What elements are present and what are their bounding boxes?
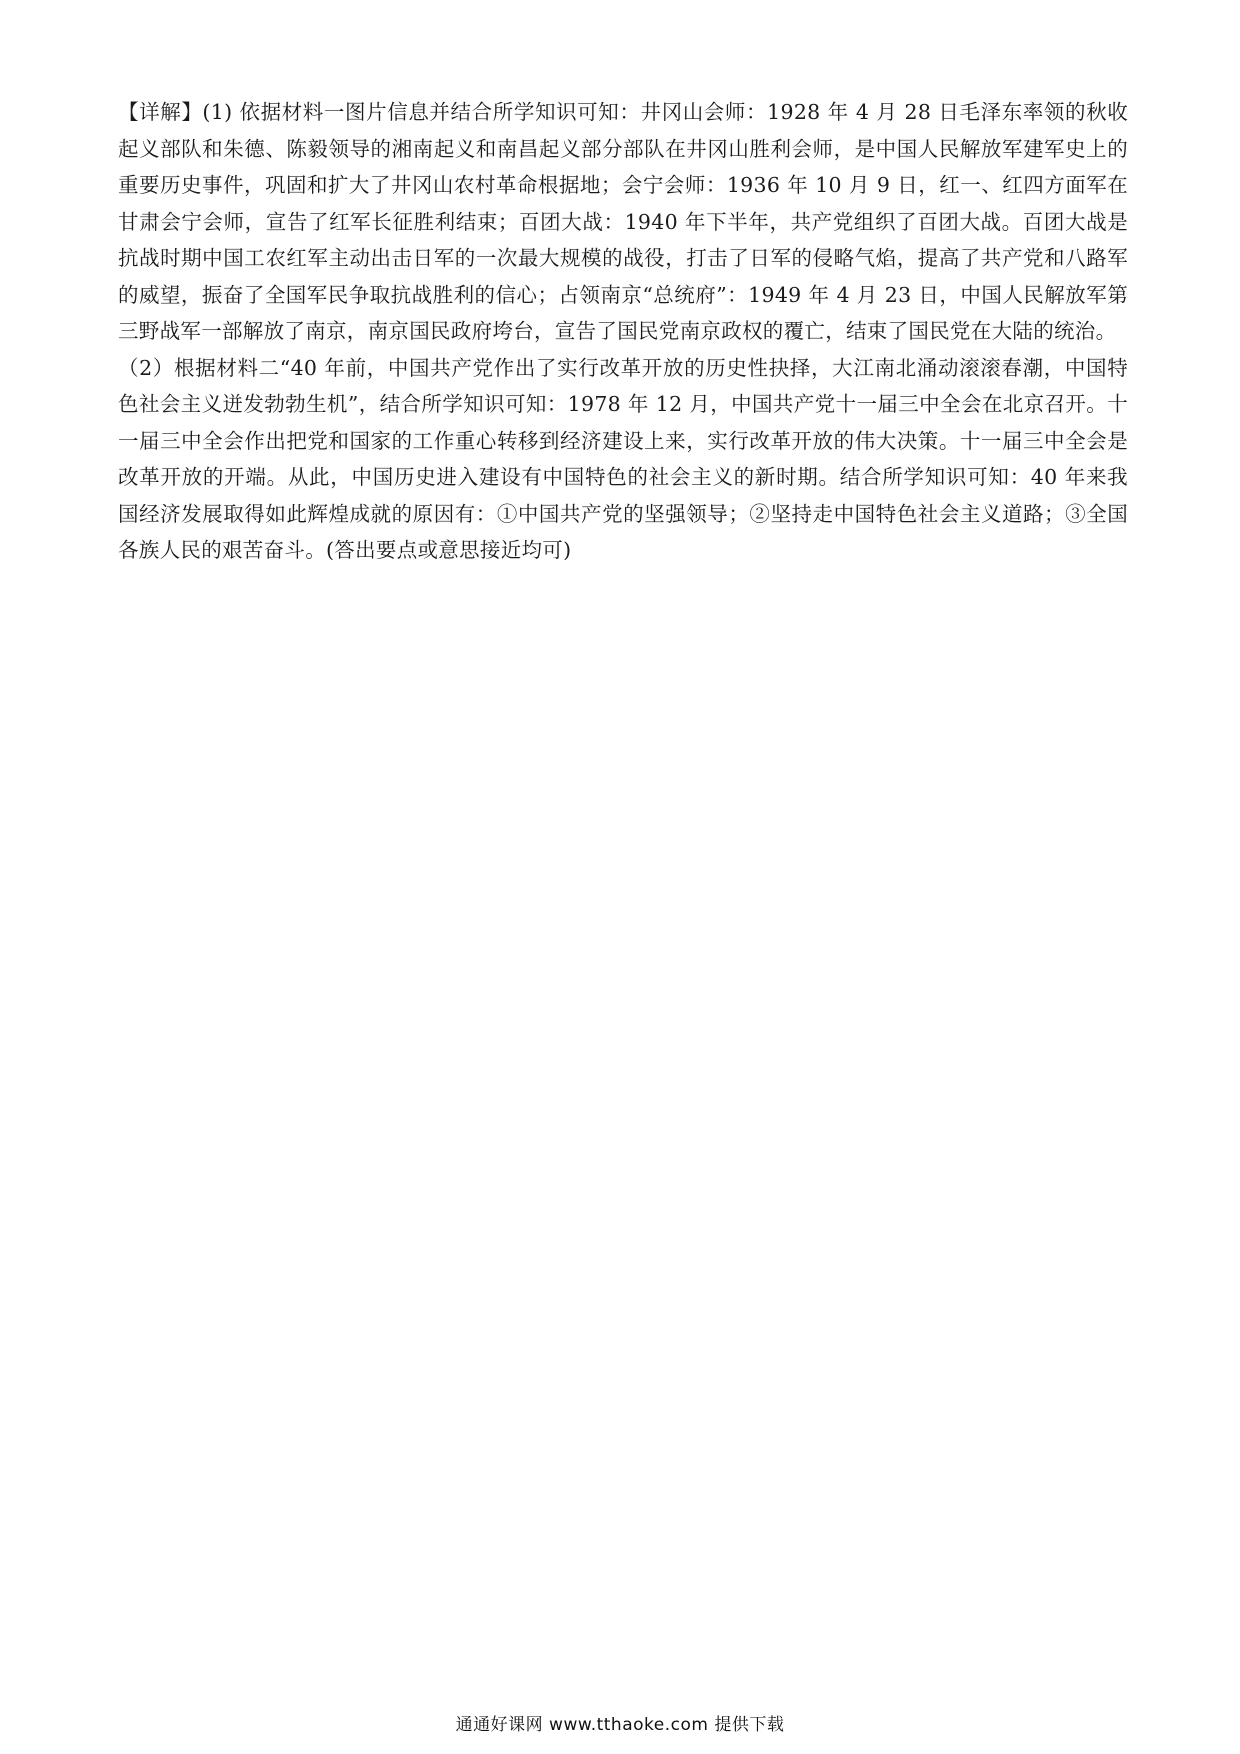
answer-paragraph-1: 【详解】(1) 依据材料一图片信息并结合所学知识可知：井冈山会师：1928 年 4 月 28 日毛泽东率领的秋收起义部队和朱德、陈毅领导的湘南起义和南昌起义部分部队在井冈山胜利会师，是中国人民解放军建军史上的重要历史事件，巩固和扩大了井冈山农村革命根据地；会宁会师：1936 年 10 月 9 日，红一、红四方面军在甘肃会宁会师，宣告了红军长征胜利结束；百团大战：1940 年下半年，共产党组织了百团大战。百团大战是抗战时期中国工农红军主动出击日军的一次最大规模的战役，打击了日军的侵略气焰，提高了共产党和八路军的威望，振奋了全国军民争取抗战胜利的信心；占领南京“总统府”：1949 年 4 月 23 日，中国人民解放军第三野战军一部解放了南京，南京国民政府垮台，宣告了国民党南京政权的覆亡，结束了国民党在大陆的统治。 — [118, 100, 1128, 343]
answer-paragraph-2: （2）根据材料二“40 年前，中国共产党作出了实行改革开放的历史性抉择，大江南北涌动滚滚春潮，中国特色社会主义迸发勃勃生机”，结合所学知识可知：1978 年 12 月，中国共产党十一届三中全会在北京召开。十一届三中全会作出把党和国家的工作重心转移到经济建设上来，实行改革开放的伟大决策。十一届三中全会是改革开放的开端。从此，中国历史进入建设有中国特色的社会主义的新时期。结合所学知识可知：40 年来我国经济发展取得如此辉煌成就的原因有：①中国共产党的坚强领导；②坚持走中国特色社会主义道路；③全国各族人民的艰苦奋斗。(答出要点或意思接近均可) — [118, 355, 1128, 562]
page-footer: 通通好课网 www.tthaoke.com 提供下载 — [455, 1715, 785, 1735]
document-body — [118, 94, 1128, 569]
